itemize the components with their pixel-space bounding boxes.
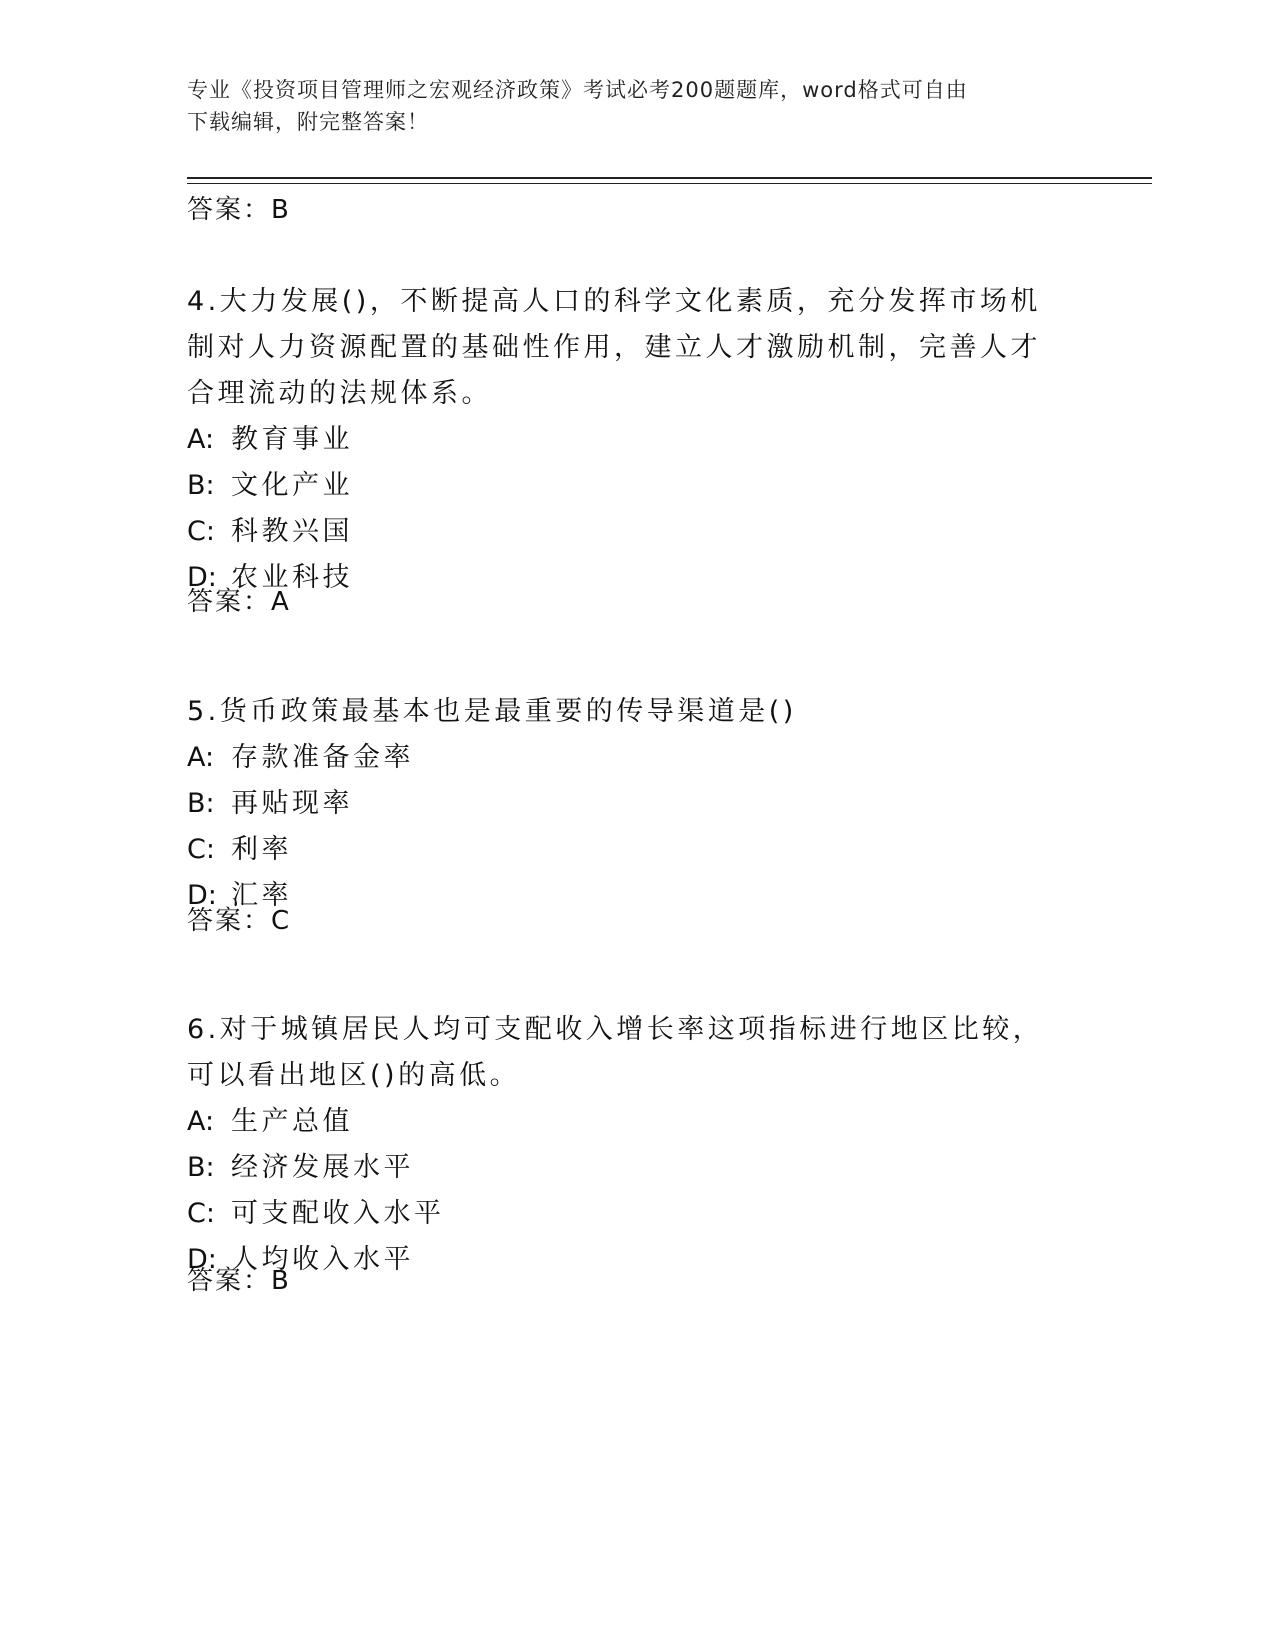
- option-d: [187, 555, 1067, 601]
- option-c: [187, 1191, 1067, 1237]
- option-d: [187, 873, 1067, 919]
- option-letter: B:: [187, 1152, 215, 1183]
- header-divider-thin: [187, 183, 1152, 184]
- option-text: 人均收入水平: [231, 1244, 414, 1275]
- question-6: [187, 1007, 1067, 1283]
- answer-question-6: 答案：B: [187, 1266, 291, 1296]
- option-text: 生产总值: [231, 1106, 353, 1137]
- option-letter: A:: [187, 742, 215, 773]
- option-b: [187, 1145, 1067, 1191]
- option-c: [187, 509, 1067, 555]
- option-text: 科教兴国: [231, 516, 353, 547]
- option-text: 教育事业: [231, 424, 353, 455]
- question-stem: 5.货币政策最基本也是最重要的传导渠道是(): [187, 696, 797, 727]
- option-a: [187, 735, 1067, 781]
- option-text: 可支配收入水平: [231, 1198, 445, 1229]
- option-letter: C:: [187, 1198, 215, 1229]
- option-text: 再贴现率: [231, 788, 353, 819]
- option-letter: C:: [187, 516, 215, 547]
- option-b: [187, 463, 1067, 509]
- option-letter: D:: [187, 562, 217, 593]
- option-d: [187, 1237, 1067, 1283]
- option-letter: D:: [187, 880, 217, 911]
- question-5: [187, 689, 1067, 919]
- header-line-1: 专业《投资项目管理师之宏观经济政策》考试必考200题题库，word格式可自由: [187, 78, 968, 102]
- option-letter: B:: [187, 788, 215, 819]
- option-text: 文化产业: [231, 470, 353, 501]
- answer-question-4: 答案：A: [187, 587, 291, 617]
- option-a: [187, 1099, 1067, 1145]
- option-letter: C:: [187, 834, 215, 865]
- option-c: [187, 827, 1067, 873]
- option-text: 农业科技: [231, 562, 353, 593]
- question-stem: 6.对于城镇居民人均可支配收入增长率这项指标进行地区比较，可以看出地区()的高低。: [187, 1014, 1044, 1091]
- question-4: [187, 279, 1067, 601]
- option-a: [187, 417, 1067, 463]
- option-letter: A:: [187, 424, 215, 455]
- option-text: 存款准备金率: [231, 742, 414, 773]
- option-b: [187, 781, 1067, 827]
- question-stem: 4.大力发展()，不断提高人口的科学文化素质，充分发挥市场机制对人力资源配置的基础性作用，建立人才激励机制，完善人才合理流动的法规体系。: [187, 286, 1041, 409]
- option-letter: B:: [187, 470, 215, 501]
- header-line-2: 下载编辑，附完整答案！: [187, 110, 429, 134]
- answer-previous-question: 答案：B: [187, 195, 291, 225]
- option-letter: A:: [187, 1106, 215, 1137]
- answer-question-5: 答案：C: [187, 906, 292, 936]
- header-divider-thick: [187, 177, 1152, 179]
- option-text: 利率: [231, 834, 292, 865]
- option-letter: D:: [187, 1244, 217, 1275]
- document-header: [187, 74, 1067, 138]
- option-text: 汇率: [231, 880, 292, 911]
- option-text: 经济发展水平: [231, 1152, 414, 1183]
